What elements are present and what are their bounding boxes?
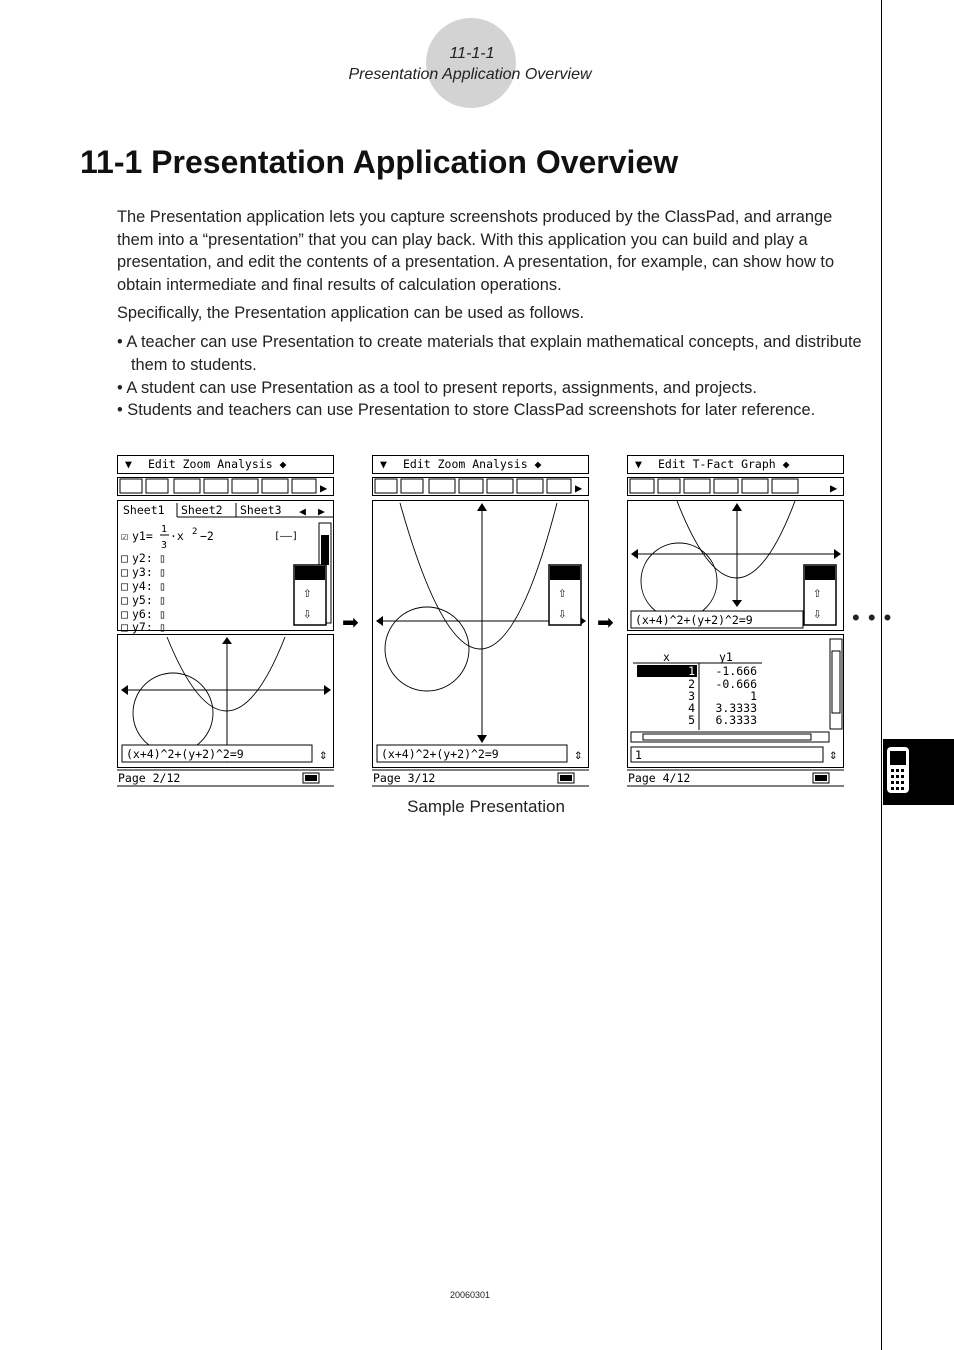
equation-input: (x+4)^2+(y+2)^2=9	[381, 747, 499, 761]
scroll-right-icon: ▶	[830, 481, 838, 495]
status-bar: Page 3/12	[373, 771, 436, 785]
intro-paragraph: The Presentation application lets you capture screenshots produced by the ClassPad, and arrange them into a “presentation” that you can play back. With this application you can build and play a presentation, and edit the contents of a presentation. A presentation, for example, can show how to obtain intermediate and final results of calculation operations.	[117, 208, 835, 294]
svg-text:1: 1	[750, 689, 757, 703]
y-rows	[121, 551, 166, 634]
svg-text:-0.666: -0.666	[715, 677, 757, 691]
status-bar: Page 4/12	[628, 771, 691, 785]
equation-input: (x+4)^2+(y+2)^2=9	[126, 747, 244, 761]
svg-text:□: □	[121, 607, 128, 621]
screenshot-page-3	[372, 455, 590, 787]
svg-text:3.3333: 3.3333	[715, 701, 757, 715]
svg-text:□: □	[121, 620, 128, 634]
line-style: [——]	[274, 531, 299, 542]
up-arrow-icon: ⇧	[813, 585, 822, 601]
svg-text:□: □	[121, 593, 128, 607]
svg-text:▯: ▯	[159, 607, 166, 621]
tab-sheet1: Sheet1	[123, 503, 165, 517]
y-row: y6:	[132, 607, 153, 621]
svg-text:3: 3	[688, 689, 695, 703]
svg-text:▯: ▯	[159, 593, 166, 607]
svg-text:□: □	[121, 565, 128, 579]
screenshot-page-2	[117, 455, 335, 787]
equation-input-top: (x+4)^2+(y+2)^2=9	[635, 613, 753, 627]
svg-text:▯: ▯	[159, 565, 166, 579]
screenshot-page-4	[627, 455, 845, 787]
arrow-icon: ➡	[597, 612, 614, 634]
up-arrow-icon: ⇧	[303, 585, 312, 601]
calculator-icon	[883, 739, 954, 805]
input-scroll-icon: ⇕	[574, 747, 583, 763]
scroll-right-icon: ▶	[575, 481, 583, 495]
tab-next-icon: ▶	[318, 504, 325, 518]
continuation-ellipsis: • • •	[852, 605, 893, 630]
svg-text:-1.666: -1.666	[715, 664, 757, 678]
down-arrow-icon: ⇩	[558, 606, 567, 622]
page-number: 11-1-1	[449, 45, 495, 62]
menu-bar: Edit Zoom Analysis ◆	[148, 457, 287, 471]
down-arrow-icon: ⇩	[303, 606, 312, 622]
scroll-right-icon: ▶	[320, 481, 328, 495]
menu-icon: ▼	[125, 457, 132, 471]
table-x-col	[688, 664, 695, 727]
toolbar-icons	[120, 479, 316, 493]
svg-text:6.3333: 6.3333	[715, 713, 757, 727]
down-arrow-icon: ⇩	[813, 606, 822, 622]
y1-frac-den: 3	[161, 540, 168, 551]
y1-label: y1=	[132, 529, 153, 543]
svg-text:▯: ▯	[159, 579, 166, 593]
tab-sheet2: Sheet2	[181, 503, 223, 517]
y1-tail: −2	[200, 529, 214, 543]
arrow-icon: ➡	[342, 612, 359, 634]
input-scroll-icon: ⇕	[319, 747, 328, 763]
menu-bar: Edit Zoom Analysis ◆	[403, 457, 542, 471]
tab-prev-icon: ◀	[299, 504, 306, 518]
table-header-x: x	[663, 650, 670, 664]
y1-exp: 2	[192, 527, 198, 537]
bullet-item: • A student can use Presentation as a tool to present reports, assignments, and projects.	[117, 379, 757, 397]
menu-icon: ▼	[380, 457, 387, 471]
checkbox-checked-icon: ☑	[121, 529, 128, 543]
up-arrow-icon: ⇧	[558, 585, 567, 601]
y-row: y2:	[132, 551, 153, 565]
footer-code: 20060301	[449, 1290, 491, 1300]
usage-lead-in: Specifically, the Presentation application can be used as follows.	[117, 304, 585, 322]
tab-sheet3: Sheet3	[240, 503, 282, 517]
toolbar-icons	[375, 479, 571, 493]
svg-text:□: □	[121, 551, 128, 565]
bullet-item: • A teacher can use Presentation to create materials that explain mathematical concepts, and distribute them to students.	[117, 333, 862, 374]
svg-text:▯: ▯	[159, 620, 166, 634]
svg-text:5: 5	[688, 713, 695, 727]
calculator-tab	[883, 739, 954, 805]
menu-bar: Edit T-Fact Graph ◆	[658, 457, 790, 471]
page-number-circle	[426, 18, 516, 108]
y-row: y7:	[132, 620, 153, 634]
header-subtitle: Presentation Application Overview	[348, 66, 592, 83]
y1-rest: ·x	[170, 529, 184, 543]
svg-text:2: 2	[688, 677, 695, 691]
table-header-y1: y1	[719, 650, 733, 664]
svg-text:□: □	[121, 579, 128, 593]
y1-frac-num: 1	[161, 524, 168, 535]
menu-icon: ▼	[635, 457, 642, 471]
y-row: y5:	[132, 593, 153, 607]
svg-text:1: 1	[688, 664, 695, 678]
y-row: y4:	[132, 579, 153, 593]
y-row: y3:	[132, 565, 153, 579]
status-bar: Page 2/12	[118, 771, 181, 785]
bullet-item: • Students and teachers can use Presentation to store ClassPad screenshots for later reference.	[117, 401, 816, 419]
svg-text:4: 4	[688, 701, 695, 715]
input-scroll-icon: ⇕	[829, 747, 838, 763]
margin-rule	[881, 0, 882, 1350]
cell-input: 1	[635, 748, 642, 762]
figure-caption: Sample Presentation	[407, 797, 565, 816]
page-title: 11-1 Presentation Application Overview	[80, 144, 679, 180]
svg-text:▯: ▯	[159, 551, 166, 565]
